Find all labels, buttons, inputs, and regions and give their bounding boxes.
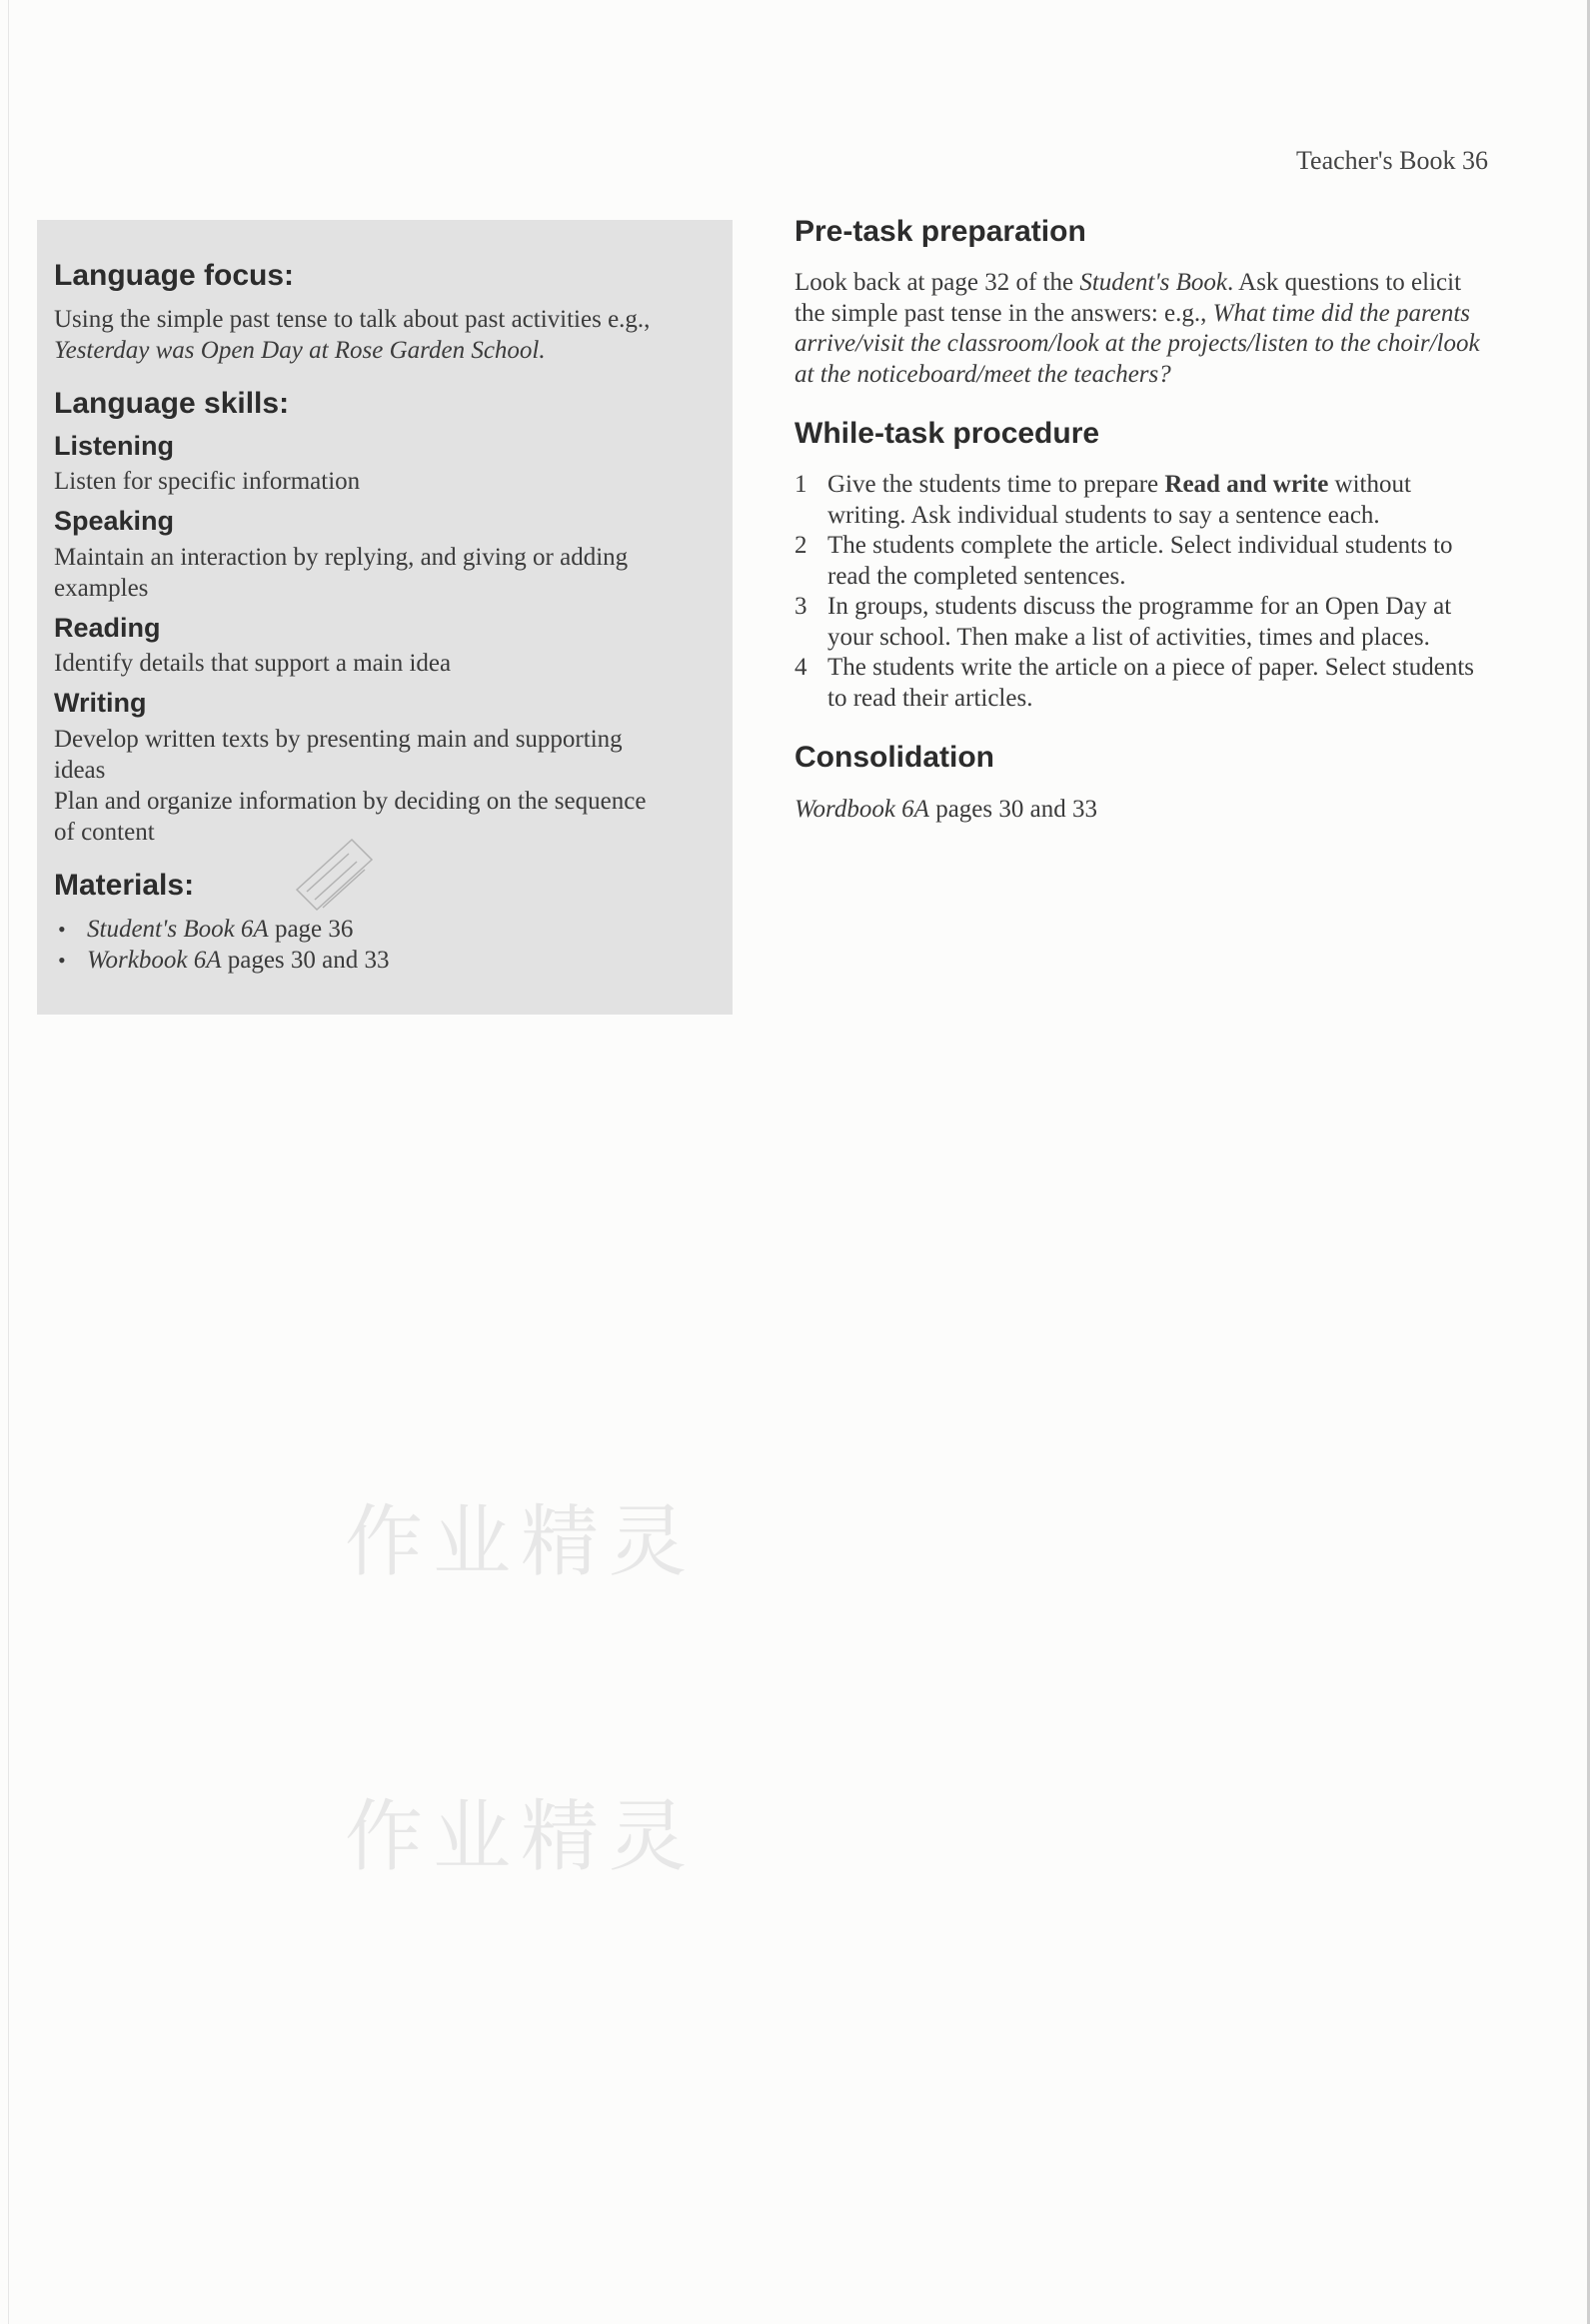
main-column <box>795 214 1494 825</box>
consolidation-book-title: Wordbook 6A <box>795 796 929 823</box>
reading-heading: Reading <box>54 612 161 643</box>
listening-heading: Listening <box>54 431 174 461</box>
while-task-heading: While-task procedure <box>795 417 1100 450</box>
consolidation-pages: pages 30 and 33 <box>928 796 1097 823</box>
watermark: 作业精灵 <box>345 1792 698 1882</box>
pre-task-heading: Pre-task preparation <box>795 215 1086 248</box>
materials-heading: Materials: <box>54 868 195 902</box>
step-number: 4 <box>795 654 807 681</box>
language-focus-example: Yesterday was Open Day at Rose Garden School. <box>54 337 546 364</box>
running-head: Teacher's Book 36 <box>1295 146 1488 175</box>
language-focus-text <box>54 304 717 366</box>
consolidation-text <box>795 794 1494 825</box>
pre-task-text-part: . Ask questions to elicit the simple past tense in the answers: e.g., <box>795 269 1462 327</box>
material-pages: pages 30 and 33 <box>221 946 390 974</box>
list-item <box>795 470 1494 531</box>
speaking-text: Maintain an interaction by replying, and giving or adding examples <box>54 543 629 602</box>
step-text: The students write the article on a piece of paper. Select students to read their articles. <box>827 654 1474 712</box>
step-number: 2 <box>795 532 807 559</box>
lesson-info-box <box>37 220 733 1015</box>
writing-text-2: Plan and organize information by deciding on the sequence of content <box>54 787 647 846</box>
pre-task-book-title: Student's Book <box>1079 269 1228 296</box>
page-edge-left <box>8 0 9 2324</box>
writing-heading: Writing <box>54 688 147 719</box>
speaking-heading: Speaking <box>54 506 175 537</box>
step-emphasis: Read and write <box>1164 471 1329 498</box>
language-skills-heading: Language skills: <box>54 387 290 420</box>
pre-task-questions: What time did the parents arrive/visit the classroom/look at the projects/listen to the choir/look at the noticeboard/meet the teachers? <box>795 299 1480 388</box>
reading-text: Identify details that support a main idea <box>54 650 452 678</box>
consolidation-heading: Consolidation <box>795 741 994 774</box>
step-text: In groups, students discuss the programme for an Open Day at your school. Then make a list of activities, times and places. <box>827 593 1452 651</box>
language-focus-heading: Language focus: <box>54 259 295 292</box>
step-text: Give the students time to prepare <box>827 471 1165 498</box>
step-number: 3 <box>795 593 807 620</box>
while-task-steps <box>795 470 1494 714</box>
material-pages: page 36 <box>268 915 354 943</box>
material-title: Workbook 6A <box>87 946 222 974</box>
list-item <box>795 531 1494 592</box>
step-text: The students complete the article. Select individual students to read the completed sentences. <box>827 532 1453 590</box>
language-focus-plain: Using the simple past tense to talk about past activities e.g., <box>54 306 651 333</box>
stamp-icon <box>277 830 387 940</box>
material-title: Student's Book 6A <box>87 915 269 943</box>
writing-text-1: Develop written texts by presenting main and supporting ideas <box>54 725 623 784</box>
step-text: without writing. Ask individual students to say a sentence each. <box>827 471 1411 529</box>
pre-task-text <box>795 268 1494 390</box>
listening-text: Listen for specific information <box>54 468 361 496</box>
step-number: 1 <box>795 471 807 498</box>
watermark: 作业精灵 <box>345 1497 698 1587</box>
list-item <box>54 945 717 976</box>
list-item <box>795 592 1494 653</box>
pre-task-text-part: Look back at page 32 of the <box>795 269 1080 296</box>
list-item <box>795 653 1494 714</box>
